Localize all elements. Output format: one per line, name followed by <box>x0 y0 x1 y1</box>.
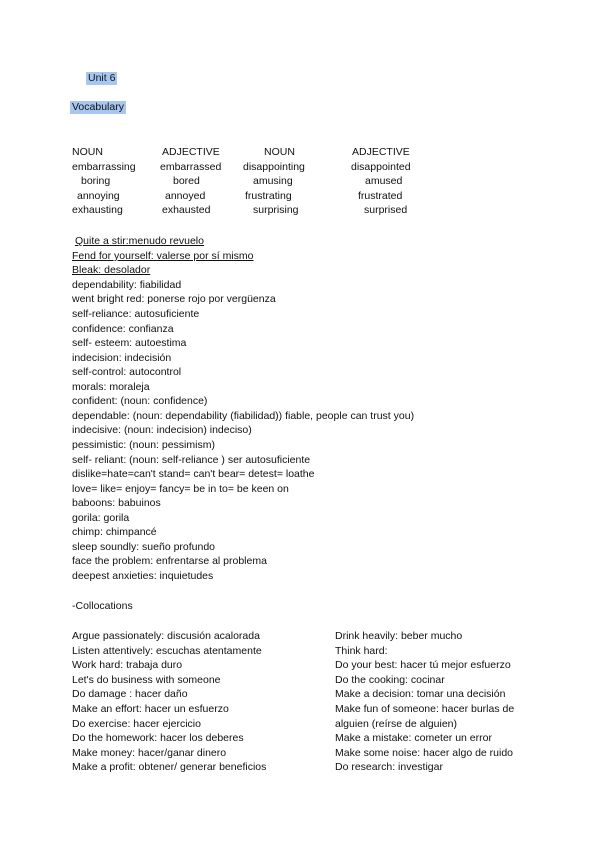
list-item: dependable: (noun: dependability (fiabilidad)) fiable, people can trust you) <box>72 410 415 422</box>
section-title: Vocabulary <box>72 101 124 113</box>
list-item: confident: (noun: confidence) <box>72 395 208 407</box>
table-cell: exhausted <box>162 204 211 216</box>
list-item: Quite a stir:menudo revuelo <box>75 235 204 247</box>
table-cell: surprising <box>253 204 299 216</box>
list-item: dislike=hate=can't stand= can't bear= detest= loathe <box>72 468 315 480</box>
list-item: went bright red: ponerse rojo por vergüenza <box>72 293 276 305</box>
list-item: Make a profit: obtener/ generar beneficios <box>72 761 267 773</box>
table-cell: amused <box>365 175 403 187</box>
header-noun-1: NOUN <box>72 146 103 158</box>
list-item: Make fun of someone: hacer burlas de <box>335 703 515 715</box>
list-item: Drink heavily: beber mucho <box>335 630 463 642</box>
list-item: sleep soundly: sueño profundo <box>72 541 216 553</box>
list-item: Think hard: <box>335 645 388 657</box>
list-item: Make money: hacer/ganar dinero <box>72 747 227 759</box>
list-item: love= like= enjoy= fancy= be in to= be keen on <box>72 483 289 495</box>
list-item: self- esteem: autoestima <box>72 337 187 349</box>
list-item: Do the cooking: cocinar <box>335 674 445 686</box>
list-item: Make some noise: hacer algo de ruido <box>335 747 514 759</box>
table-cell: embarrassing <box>72 161 136 173</box>
list-item: Make a decision: tomar una decisión <box>335 688 506 700</box>
list-item: Do research: investigar <box>335 761 443 773</box>
table-cell: annoying <box>77 190 120 202</box>
table-cell: embarrassed <box>160 161 222 173</box>
list-item: Do your best: hacer tú mejor esfuerzo <box>335 659 511 671</box>
table-cell: annoyed <box>165 190 206 202</box>
table-cell: bored <box>173 175 200 187</box>
list-item: pessimistic: (noun: pessimism) <box>72 439 215 451</box>
list-item: Do damage : hacer daño <box>72 688 188 700</box>
table-cell: frustrated <box>358 190 403 202</box>
list-item: confidence: confianza <box>72 323 174 335</box>
list-item: gorila: gorila <box>72 512 130 524</box>
list-item: Argue passionately: discusión acalorada <box>72 630 260 642</box>
table-cell: disappointing <box>243 161 305 173</box>
list-item: Do exercise: hacer ejercicio <box>72 718 201 730</box>
list-item: chimp: chimpancé <box>72 526 157 538</box>
list-item: dependability: fiabilidad <box>72 279 182 291</box>
list-item: face the problem: enfrentarse al problema <box>72 555 267 567</box>
table-cell: frustrating <box>245 190 292 202</box>
list-item: Bleak: desolador <box>72 264 151 276</box>
list-item: morals: moraleja <box>72 381 150 393</box>
list-item: deepest anxieties: inquietudes <box>72 570 214 582</box>
unit-title: Unit 6 <box>88 72 116 84</box>
list-item: indecision: indecisión <box>72 352 172 364</box>
collocations-title: -Collocations <box>72 600 133 612</box>
header-adjective-1: ADJECTIVE <box>162 146 220 158</box>
list-item: Let's do business with someone <box>72 674 221 686</box>
list-item: self- reliant: (noun: self-reliance ) ser autosuficiente <box>72 454 311 466</box>
list-item: self-control: autocontrol <box>72 366 182 378</box>
list-item: self-reliance: autosuficiente <box>72 308 200 320</box>
list-item: Listen attentively: escuchas atentamente <box>72 645 262 657</box>
table-cell: boring <box>81 175 111 187</box>
table-cell: surprised <box>364 204 408 216</box>
list-item: Fend for yourself: valerse por sí mismo <box>72 250 254 262</box>
header-adjective-2: ADJECTIVE <box>352 146 410 158</box>
list-item: Make a mistake: cometer un error <box>335 732 492 744</box>
list-item: alguien (reírse de alguien) <box>335 718 457 730</box>
list-item: Do the homework: hacer los deberes <box>72 732 244 744</box>
list-item: indecisive: (noun: indecision) indeciso) <box>72 424 252 436</box>
list-item: Work hard: trabaja duro <box>72 659 183 671</box>
table-cell: disappointed <box>351 161 411 173</box>
list-item: Make an effort: hacer un esfuerzo <box>72 703 229 715</box>
list-item: baboons: babuinos <box>72 497 161 509</box>
header-noun-2: NOUN <box>264 146 295 158</box>
table-cell: exhausting <box>72 204 123 216</box>
table-cell: amusing <box>253 175 293 187</box>
